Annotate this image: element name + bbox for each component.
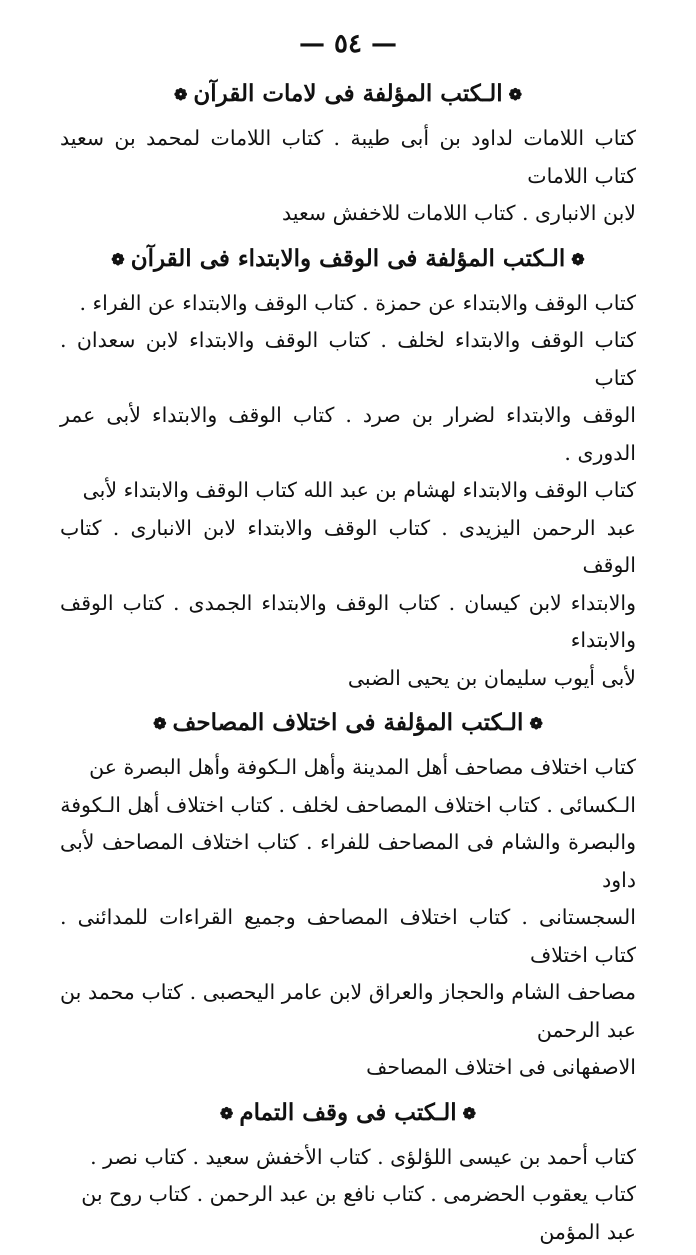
- section-heading-tamam: [60, 1091, 636, 1135]
- section-heading-waqf: [60, 237, 636, 281]
- ornament-icon: ❁: [508, 85, 523, 104]
- book-page: [60, 22, 636, 1255]
- section-body-tamam: كتاب أحمد بن عيسى اللؤلؤى . كتاب الأخفش سعيد . كتاب نصر . كتاب يعقوب الحضرمى . كتاب نافع بن عبد الرحمن . كتاب روح بن عبد المؤمن: [81, 1144, 636, 1244]
- section-body-masahif: كتاب اختلاف مصاحف أهل المدينة وأهل الـكوفة وأهل البصرة عن الـكسائى . كتاب اختلاف المصاحف لخلف . كتاب اختلاف أهل الـكوفة والبصرة والشام فى المصاحف للفراء . كتاب اختلاف المصاحف لأبى داود السجستانى . كتاب اختلاف المصاحف وجميع القراءات للمدائنى . كتاب اختلاف مصاحف الشام والحجاز والعراق لابن عامر اليحصبى . كتاب محمد بن عبد الرحمن الاصفهانى فى اختلاف المصاحف: [60, 755, 636, 1079]
- ornament-icon: ❁: [219, 1103, 234, 1123]
- ornament-icon: ❁: [153, 714, 167, 733]
- section-heading-text: الـكتب المؤلفة فى الوقف والابتداء فى القرآن: [130, 244, 566, 272]
- section-heading-masahif: [60, 701, 636, 745]
- ornament-icon: ❁: [462, 1103, 477, 1123]
- section-heading-lamat: [60, 72, 636, 116]
- section-heading-text: الـكتب المؤلفة فى اختلاف المصاحف: [172, 709, 524, 736]
- section-body-lamat: كتاب اللامات لداود بن أبى طيبة . كتاب اللامات لمحمد بن سعيد كتاب اللامات لابن الانبارى . كتاب اللامات للاخفش سعيد: [60, 126, 636, 225]
- page-number: — ٥٤ —: [298, 29, 398, 59]
- section-body-waqf: كتاب الوقف والابتداء عن حمزة . كتاب الوقف والابتداء عن الفراء . كتاب الوقف والابتداء لخلف . كتاب الوقف والابتداء لابن سعدان . كتاب الوقف والابتداء لضرار بن صرد . كتاب الوقف والابتداء لأبى عمر الدورى . كتاب الوقف والابتداء لهشام بن عبد الله كتاب الوقف والابتداء لأبى عبد الرحمن اليزيدى . كتاب الوقف والابتداء لابن الانبارى . كتاب الوقف والابتداء لابن كيسان . كتاب الوقف والابتداء الجمدى . كتاب الوقف والابتداء لأبى أيوب سليمان بن يحيى الضبى: [60, 290, 636, 690]
- ornament-icon: ❁: [571, 249, 585, 269]
- section-heading-text: الـكتب المؤلفة فى لامات القرآن: [193, 80, 503, 107]
- ornament-icon: ❁: [111, 249, 125, 269]
- section-heading-text: الـكتب فى وقف التمام: [239, 1098, 457, 1126]
- ornament-icon: ❁: [173, 85, 188, 104]
- ornament-icon: ❁: [529, 714, 543, 733]
